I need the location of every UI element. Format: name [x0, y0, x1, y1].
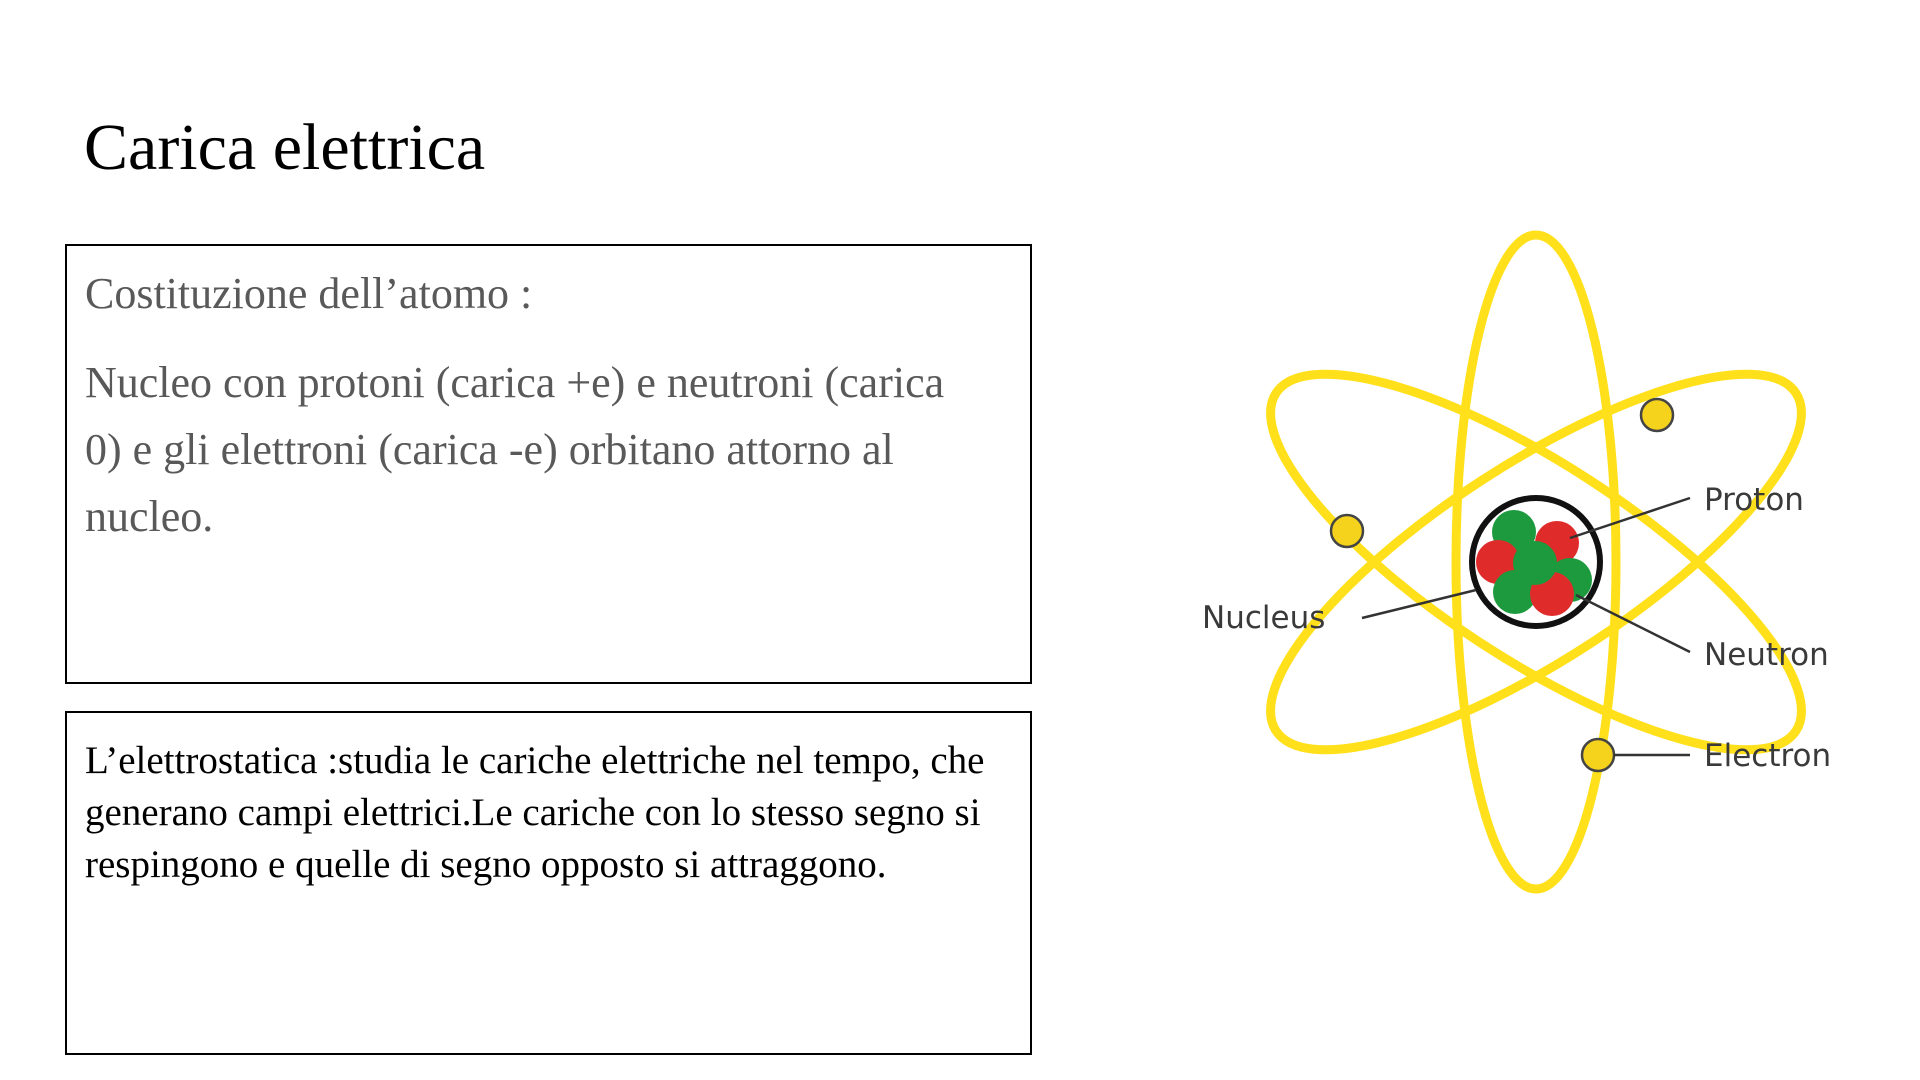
- electrostatics-textbox: [65, 711, 1032, 1055]
- atom-composition-heading: Costituzione dell’atomo :: [85, 269, 533, 318]
- atom-composition-textbox: [65, 244, 1032, 684]
- electron-particle: [1331, 515, 1363, 547]
- atom-composition-text: Nucleo con protoni (carica +e) e neutroni (carica 0) e gli elettroni (carica -e) orbitano attorno al nucleo.: [85, 357, 945, 541]
- electrostatics-text: L’elettrostatica :studia le cariche elettriche nel tempo, che generano campi elettrici.Le cariche con lo stesso segno si respingono e quelle di segno opposto si attraggono.: [85, 739, 985, 886]
- atom-diagram-svg: [1202, 220, 1860, 910]
- proton-label: Proton: [1704, 482, 1804, 518]
- neutron-particle: [1513, 541, 1557, 585]
- nucleus-label: Nucleus: [1202, 600, 1326, 636]
- neutron-label: Neutron: [1704, 637, 1829, 673]
- electron-particle: [1641, 399, 1673, 431]
- electron-particle: [1582, 739, 1614, 771]
- atom-diagram: [1202, 220, 1860, 910]
- slide-title: Carica elettrica: [84, 111, 486, 184]
- electron-label: Electron: [1704, 738, 1832, 774]
